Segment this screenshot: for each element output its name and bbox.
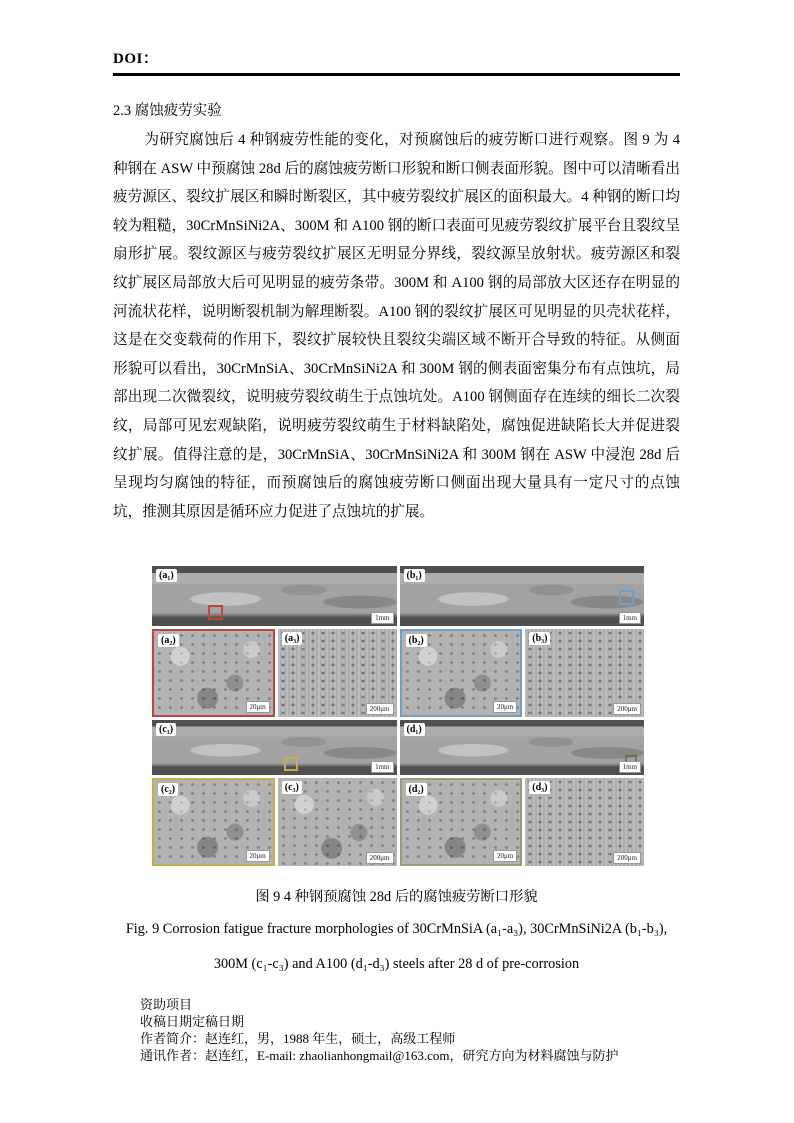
sem-panel-d2: [400, 778, 523, 866]
scale-bar-label: 1mm: [619, 761, 641, 773]
panel-label: (a₁): [156, 569, 177, 582]
section-heading: 2.3 腐蚀疲劳实验: [113, 103, 222, 119]
manuscript-footnotes: [140, 996, 618, 1064]
scale-bar-label: 1mm: [371, 612, 393, 624]
received-date-note: 收稿日期定稿日期: [140, 1014, 245, 1029]
magnified-region-marker: [208, 605, 223, 620]
scale-bar-label: 20μm: [246, 701, 270, 713]
panel-label: (d₂): [406, 783, 427, 796]
author-bio-note: 作者简介：赵连红，男，1988 年生，硕士，高级工程师: [140, 1031, 456, 1046]
figure-row-3: [152, 720, 644, 775]
panel-label: (c₃): [282, 781, 302, 794]
doi-label: DOI：: [113, 51, 159, 67]
panel-label: (b₃): [529, 632, 550, 645]
header-rule: [113, 73, 680, 76]
figure-row-2: [152, 629, 644, 717]
figure-row-4: [152, 778, 644, 866]
panel-label: (a₃): [282, 632, 303, 645]
panel-label: (b₂): [406, 634, 427, 647]
sem-panel-d3: [525, 778, 644, 866]
panel-label: (b₁): [404, 569, 425, 582]
scale-bar-label: 200μm: [613, 703, 641, 715]
scale-bar-label: 20μm: [246, 850, 270, 862]
panel-label: (c₁): [156, 723, 176, 736]
scale-bar-label: 200μm: [366, 703, 394, 715]
scale-bar-label: 20μm: [493, 701, 517, 713]
funding-note: 资助项目: [140, 997, 193, 1012]
panel-label: (d₁): [404, 723, 425, 736]
sem-panel-b3: [525, 629, 644, 717]
body-paragraph: 为研究腐蚀后 4 种钢疲劳性能的变化，对预腐蚀后的疲劳断口进行观察。图 9 为 4 种钢在 ASW 中预腐蚀 28d 后的腐蚀疲劳断口形貌和断口侧表面形貌。图中可以清晰看出疲劳源区、裂纹扩展区和瞬时断裂区，其中疲劳裂纹扩展区的面积最大。4 种钢的断口均较为粗糙，30CrMnSiNi2A、300M 和 A100 钢的断口表面可见疲劳裂纹扩展平台且裂纹呈扇形扩展。裂纹源区与疲劳裂纹扩展区无明显分界线，裂纹源呈放射状。疲劳源区和裂纹扩展区局部放大后可见明显的疲劳条带。300M 和 A100 钢的局部放大区还存在明显的河流状花样，说明断裂机制为解理断裂。A100 钢的裂纹扩展区可见明显的贝壳状花样，这是在交变载荷的作用下，裂纹扩展较快且裂纹尖端区域不断开合导致的特征。从侧面形貌可以看出，30CrMnSiA、30CrMnSiNi2A 和 300M 钢的侧表面密集分布有点蚀坑，局部出现二次微裂纹，说明疲劳裂纹萌生于点蚀坑处。A100 钢侧面存在连续的细长二次裂纹，局部可见宏观缺陷，说明疲劳裂纹萌生于材料缺陷处，腐蚀促进缺陷长大并促进裂纹扩展。值得注意的是，30CrMnSiA、30CrMnSiNi2A 和 300M 钢在 ASW 中浸泡 28d 后呈现均匀腐蚀的特征，而预腐蚀后的腐蚀疲劳断口侧面出现大量具有一定尺寸的点蚀坑，推测其原因是循环应力促进了点蚀坑的扩展。: [113, 132, 680, 520]
magnified-region-marker: [284, 757, 298, 771]
sem-panel-a1: [152, 566, 397, 626]
panel-label: (d₃): [529, 781, 550, 794]
sem-panel-b1: [400, 566, 645, 626]
magnified-region-marker: [619, 590, 634, 605]
scale-bar-label: 200μm: [613, 852, 641, 864]
sem-panel-a2: [152, 629, 275, 717]
scale-bar-label: 20μm: [493, 850, 517, 862]
sem-panel-c2: [152, 778, 275, 866]
panel-label: (a₂): [158, 634, 179, 647]
sem-panel-b2: [400, 629, 523, 717]
figure-row-1: [152, 566, 644, 626]
scale-bar-label: 1mm: [371, 761, 393, 773]
figure-caption-zh: 图 9 4 种钢预腐蚀 28d 后的腐蚀疲劳断口形貌: [255, 889, 538, 905]
sem-panel-a3: [278, 629, 397, 717]
panel-label: (c₂): [158, 783, 178, 796]
scale-bar-label: 1mm: [619, 612, 641, 624]
sem-panel-c3: [278, 778, 397, 866]
corresponding-author-note: 通讯作者：赵连红，E-mail: zhaolianhongmail@163.com，研究方向为材料腐蚀与防护: [140, 1048, 619, 1063]
figure-caption-en-line1: Fig. 9 Corrosion fatigue fracture morphologies of 30CrMnSiA (a₁-a₃), 30CrMnSiNi2A (b₁-b₃),: [125, 921, 668, 937]
figure-9: [152, 566, 644, 869]
figure-caption-en-line2: 300M (c₁-c₃) and A100 (d₁-d₃) steels after 28 d of pre-corrosion: [213, 956, 580, 972]
sem-panel-d1: [400, 720, 645, 775]
scale-bar-label: 200μm: [366, 852, 394, 864]
sem-panel-c1: [152, 720, 397, 775]
